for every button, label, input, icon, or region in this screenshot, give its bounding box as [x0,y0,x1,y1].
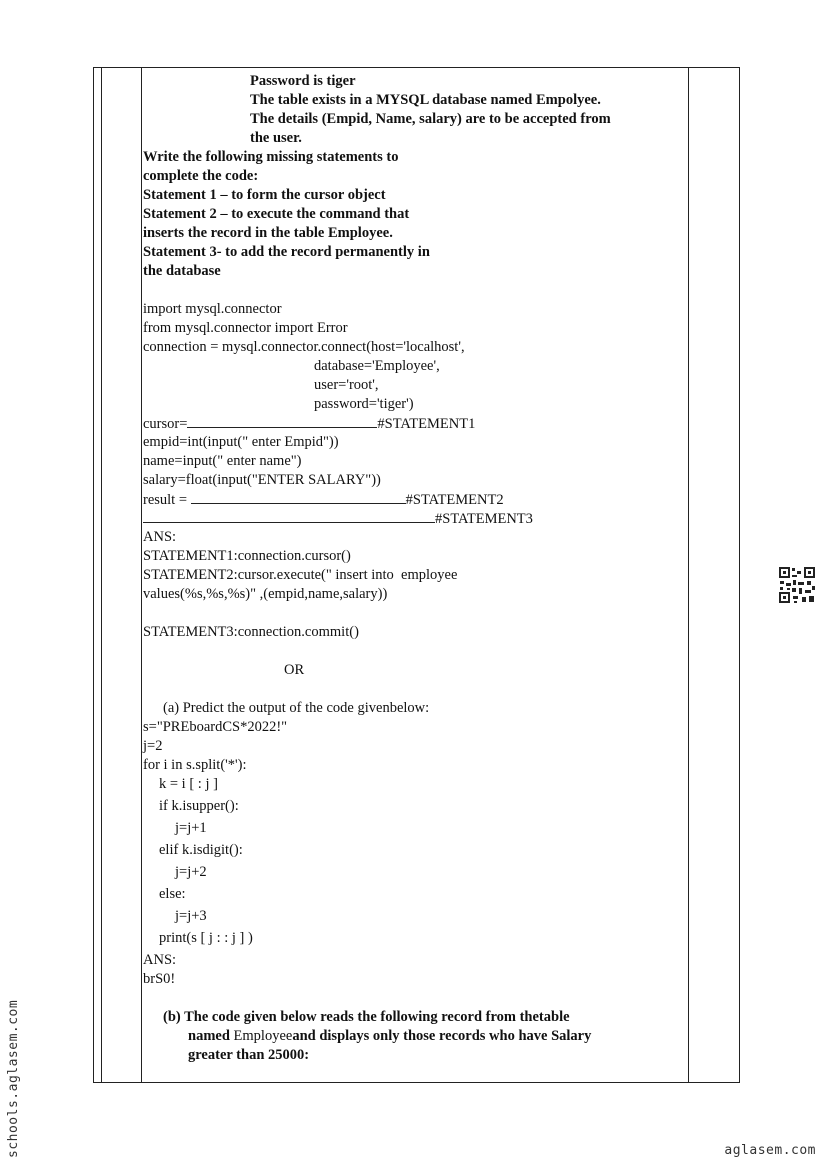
or-separator: OR [284,662,305,678]
instructions-block [143,148,688,281]
part-b-text: The code given below reads the following record from thetable [184,1009,570,1025]
instruction-line: Statement 2 – to execute the command that [143,206,410,222]
instruction-line: Statement 3- to add the record permanently in [143,244,430,260]
code-line: s="PREboardCS*2022!" [143,719,288,735]
code-line: else: [159,886,186,902]
instruction-line: the database [143,263,221,279]
part-a-block [143,699,688,989]
statement1-blank [187,414,377,428]
code-line: from mysql.connector import Error [143,320,348,336]
intro-line: The details (Empid, Name, salary) are to be accepted from [250,111,611,127]
code-line: password='tiger') [314,396,414,412]
code-block-1 [143,300,688,528]
part-a-heading: (a) Predict the output of the code givenbelow: [163,700,430,716]
code-line-statement2 [143,490,688,509]
statement2-blank [191,490,406,504]
cursor-prefix: cursor= [143,416,188,432]
code-line: import mysql.connector [143,301,282,317]
part-b-line [143,1027,688,1046]
answer-value: brS0! [143,971,176,987]
table-column-divider [688,67,689,1083]
code-line-statement3 [143,509,688,528]
code-line: j=j+3 [175,908,207,924]
question-content [143,72,688,1065]
qr-code-icon [778,566,816,604]
code-line: j=j+1 [175,820,207,836]
code-line-statement1 [143,414,688,433]
code-line: connection = mysql.connector.connect(host='localhost', [143,339,465,355]
code-line: if k.isupper(): [159,798,239,814]
answer-label: ANS: [143,529,177,545]
table-column-divider [141,67,142,1083]
intro-block [143,72,688,148]
statement3-blank [143,509,435,523]
answer-block-1 [143,528,688,642]
part-b-label: (b) [163,1009,181,1025]
part-b-text: and displays only those records who have Salary [292,1028,592,1044]
code-line: for i in s.split('*'): [143,757,247,773]
statement3-tag: #STATEMENT3 [435,511,533,527]
instruction-line: Statement 1 – to form the cursor object [143,187,386,203]
code-line: empid=int(input(" enter Empid")) [143,434,339,450]
part-b-text: named [188,1028,234,1044]
statement1-tag: #STATEMENT1 [377,416,476,432]
code-line: name=input(" enter name") [143,453,302,469]
answer-line: STATEMENT2:cursor.execute(" insert into employee [143,567,458,583]
part-b-line [143,1008,688,1027]
part-b-line: greater than 25000: [188,1047,310,1063]
intro-line: the user. [250,130,302,146]
instruction-line: complete the code: [143,168,259,184]
code-line: k = i [ : j ] [159,776,218,792]
code-line: database='Employee', [314,358,440,374]
side-watermark: schools.aglasem.com [6,999,21,1158]
statement2-tag: #STATEMENT2 [405,492,504,508]
answer-line: values(%s,%s,%s)" ,(empid,name,salary)) [143,586,388,602]
answer-label: ANS: [143,952,177,968]
code-line: salary=float(input("ENTER SALARY")) [143,472,381,488]
intro-line: The table exists in a MYSQL database named Empolyee. [250,92,601,108]
part-b-block [143,1008,688,1065]
instruction-line: Write the following missing statements to [143,149,399,165]
code-line: elif k.isdigit(): [159,842,243,858]
instruction-line: inserts the record in the table Employee. [143,225,393,241]
footer-watermark: aglasem.com [724,1143,816,1158]
code-line: user='root', [314,377,379,393]
answer-line: STATEMENT3:connection.commit() [143,624,359,640]
intro-line: Password is tiger [250,73,356,89]
result-prefix: result = [143,492,191,508]
table-column-divider [101,67,102,1083]
answer-line: STATEMENT1:connection.cursor() [143,548,351,564]
code-line: print(s [ j : : j ] ) [159,930,253,946]
code-line: j=2 [143,738,163,754]
part-b-table-name: Employee [233,1028,293,1044]
code-line: j=j+2 [175,864,207,880]
